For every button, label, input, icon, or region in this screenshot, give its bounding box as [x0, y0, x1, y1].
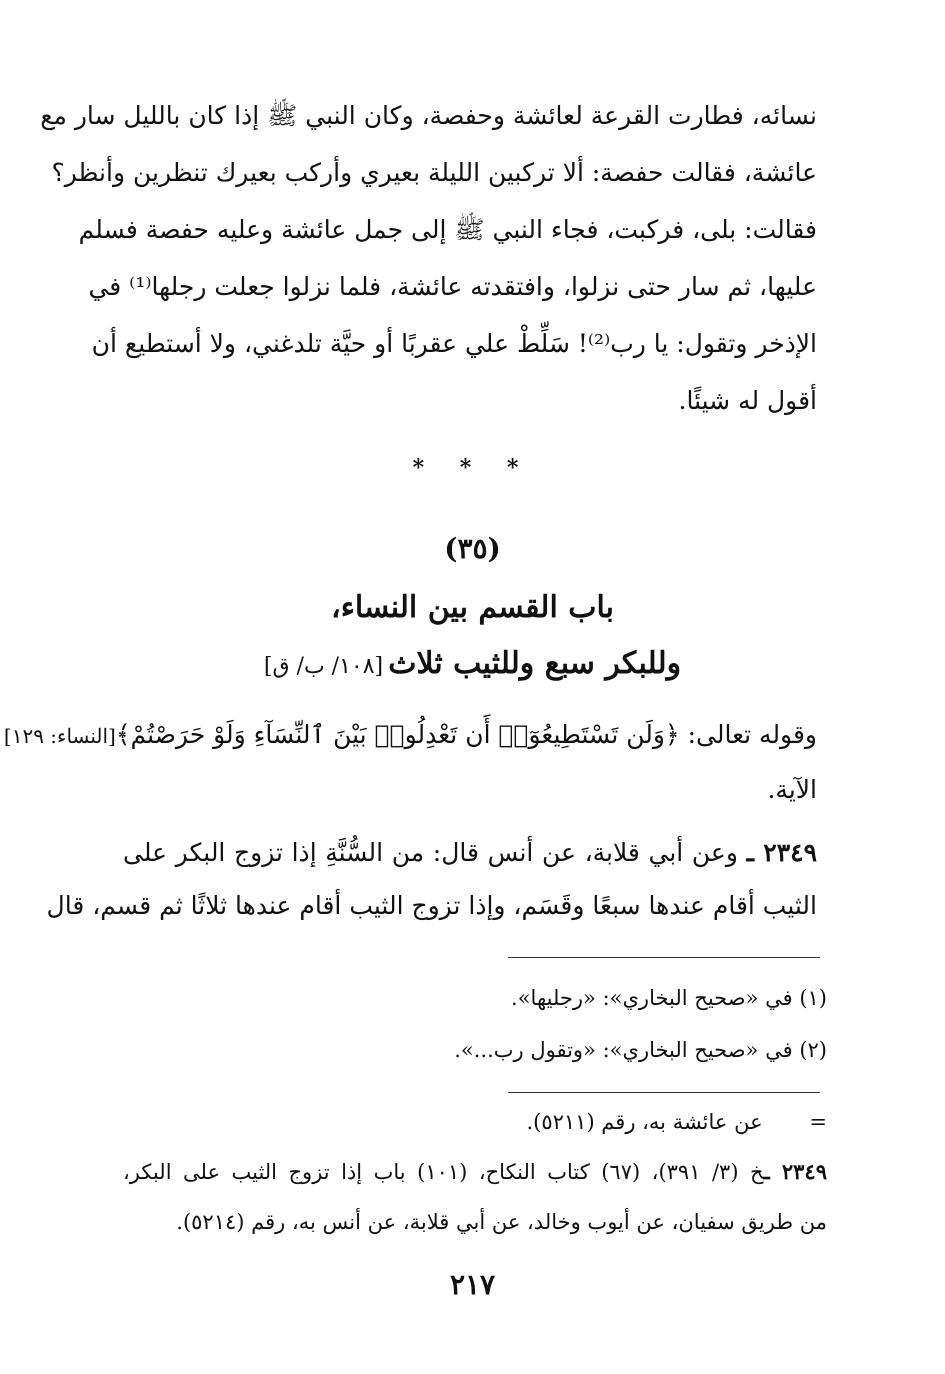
quran-verse: ﴿وَلَن تَسْتَطِيعُوٓا۟ أَن تَعْدِلُوا۟ بَيْنَ ٱلنِّسَآءِ وَلَوْ حَرَصْتُمْ﴾ — [115, 720, 680, 749]
footnote-rule — [508, 957, 820, 958]
takhrij-number: ٢٣٤٩ ـ — [763, 1159, 827, 1184]
takhrij-continuation — [526, 1107, 827, 1137]
verse-intro: وقوله تعالى: — [687, 720, 817, 749]
takhrij-text-1: خ (٣/ ٣٩١)، (٦٧) كتاب النكاح، (١٠١) باب إذا تزوج الثيب على البكر، — [123, 1160, 764, 1184]
footnote-2-number: (٢) — [799, 1038, 827, 1062]
continuation-text: عن عائشة به، رقم (٥٢١١). — [526, 1110, 763, 1134]
hadith-line-1 — [123, 833, 817, 873]
verse-line — [3, 715, 817, 756]
verse-ref: [النساء: ١٢٩] — [3, 724, 116, 748]
chapter-title-text: وللبكر سبع وللثيب ثلاث — [388, 646, 682, 681]
chapter-number: (٣٥) — [444, 532, 501, 565]
body-line-4: عليها، ثم سار حتى نزلوا، وافتقدته عائشة، فلما نزلوا جعلت رجلها⁽¹⁾ في — [88, 272, 817, 301]
verse-tail: الآية. — [767, 775, 817, 804]
continuation-mark: = — [809, 1110, 827, 1134]
hadith-line-2: الثيب أقام عندها سبعًا وقَسَم، وإذا تزوج الثيب أقام عندها ثلاثًا ثم قسم، قال — [46, 891, 817, 920]
footnote-1-text: في «صحيح البخاري»: «رجليها». — [511, 986, 793, 1010]
chapter-title-line2 — [0, 646, 945, 681]
body-line-3: فقالت: بلى، فركبت، فجاء النبي ﷺ إلى جمل عائشة وعليه حفصة فسلم — [78, 215, 817, 244]
section-separator: * * * — [412, 455, 533, 481]
footnote-2 — [454, 1035, 827, 1065]
takhrij-line-2: من طريق سفيان، عن أيوب وخالد، عن أبي قلابة، عن أنس به، رقم (٥٢١٤). — [176, 1210, 827, 1234]
body-line-2: عائشة، فقالت حفصة: ألا تركبين الليلة بعيري وأركب بعيرك تنظرين وأنظر؟ — [51, 158, 817, 187]
manuscript-ref: [١٠٨/ ب/ ق] — [263, 654, 384, 679]
body-line-1: نسائه، فطارت القرعة لعائشة وحفصة، وكان النبي ﷺ إذا كان بالليل سار مع — [40, 101, 817, 130]
body-line-6: أقول له شيئًا. — [678, 386, 817, 415]
footnote-1-number: (١) — [799, 986, 827, 1010]
body-line-5: الإذخر وتقول: يا رب⁽²⁾! سَلِّطْ علي عقربًا أو حيَّة تلدغني، ولا أستطيع أن — [91, 329, 817, 358]
hadith-text-1: وعن أبي قلابة، عن أنس قال: من السُّنَّةِ إذا تزوج البكر على — [123, 838, 738, 867]
takhrij-rule — [508, 1092, 820, 1093]
hadith-number: ٢٣٤٩ ـ — [746, 838, 818, 867]
chapter-title-line1: باب القسم بين النساء، — [331, 590, 614, 625]
footnote-1 — [511, 983, 827, 1013]
takhrij-line-1 — [123, 1157, 827, 1187]
footnote-2-text: في «صحيح البخاري»: «وتقول رب...». — [454, 1038, 793, 1062]
page-number: ٢١٧ — [449, 1268, 496, 1301]
